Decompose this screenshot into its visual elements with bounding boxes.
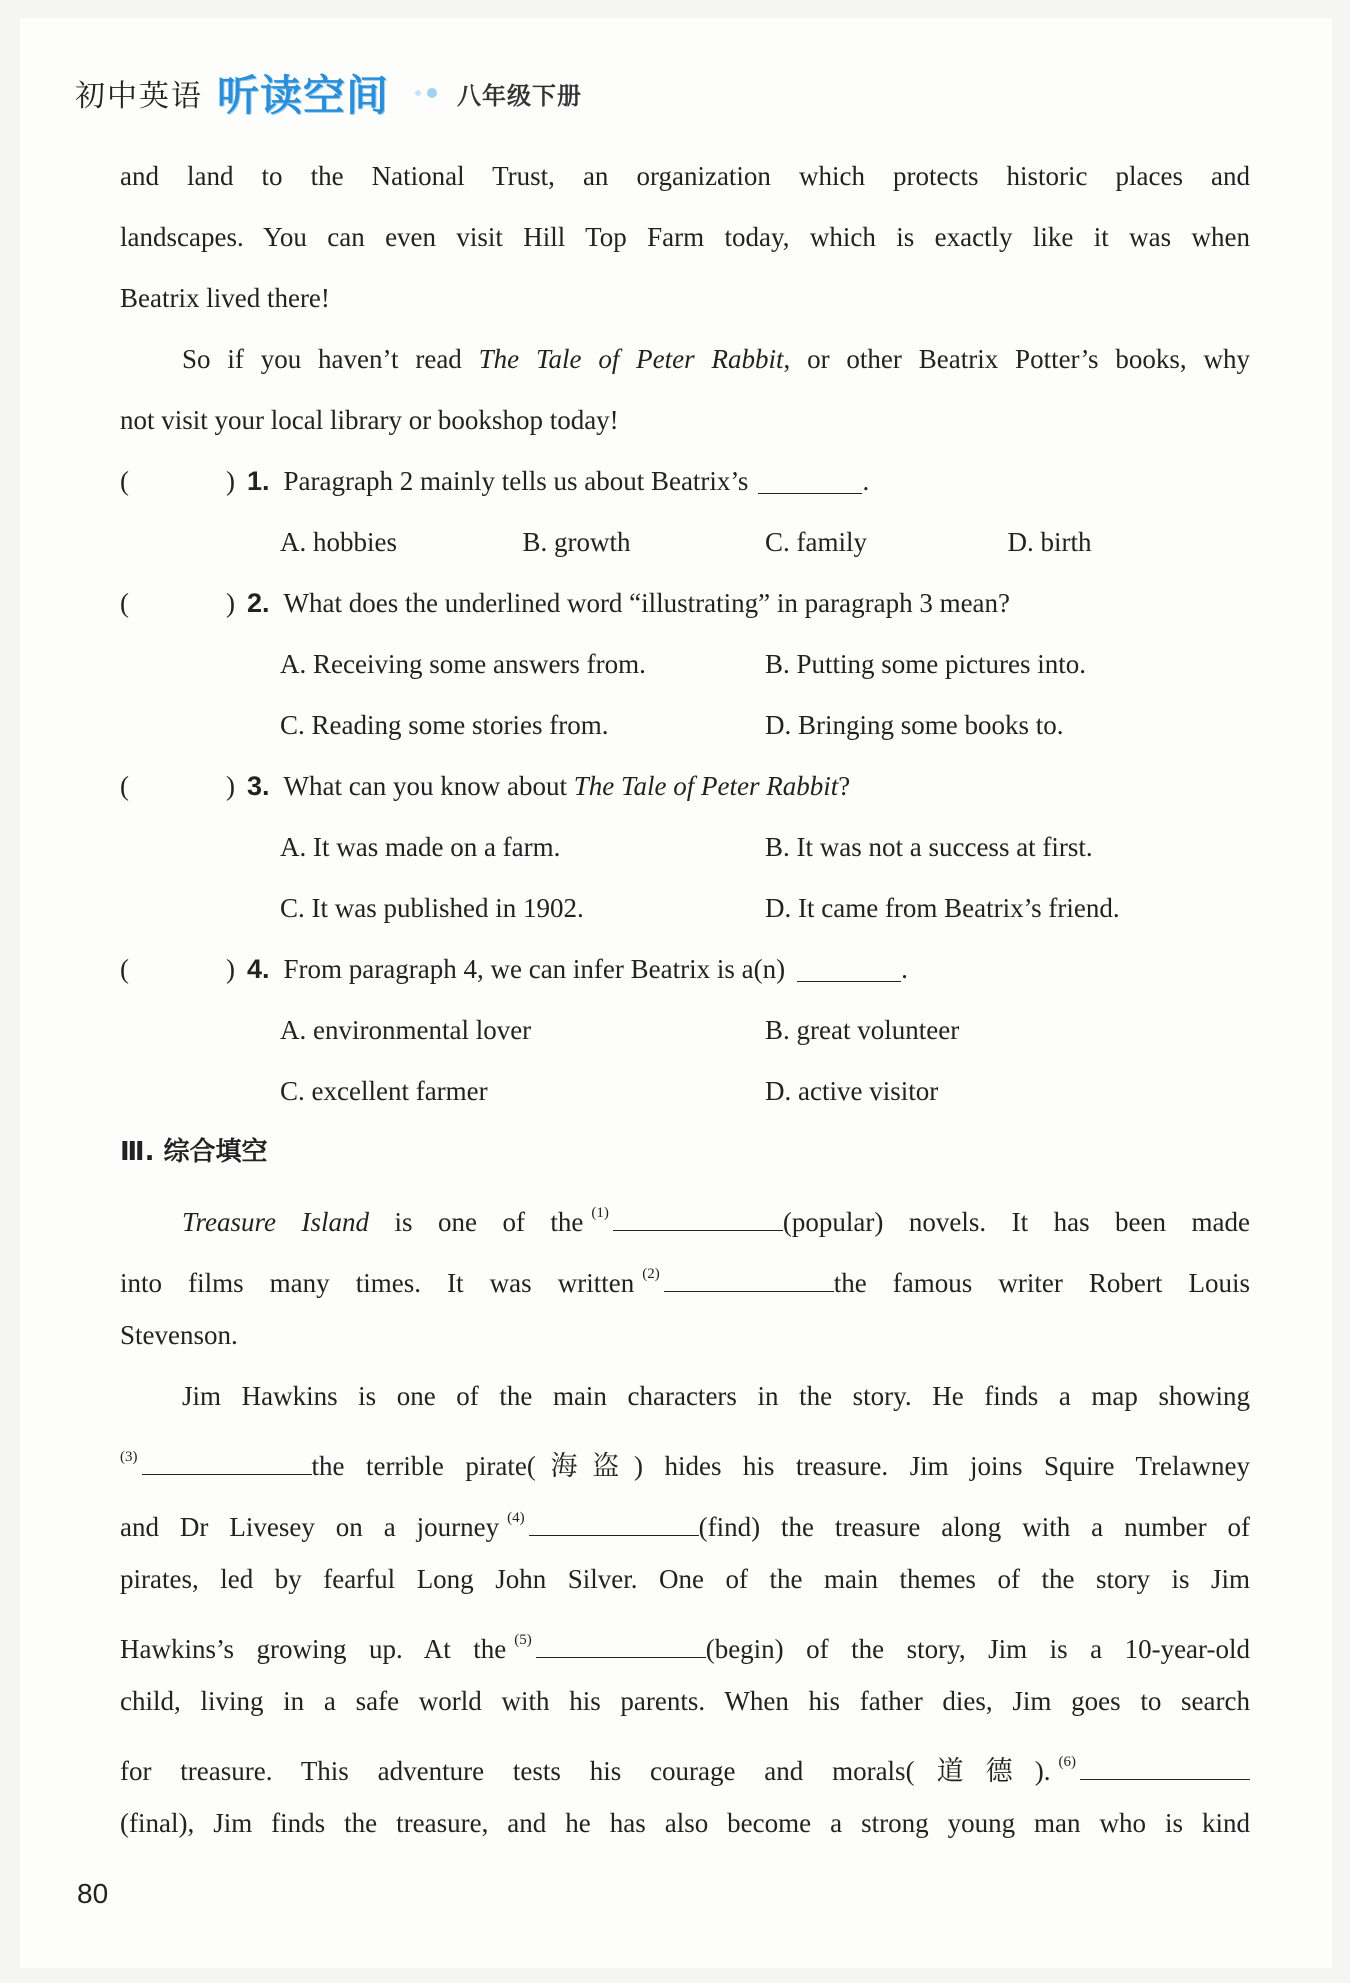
brand-logo: 听读空间 <box>217 71 390 120</box>
cloze-line: into films many times. It was written $^{(2)}$ the famous writer Robert Louis <box>120 1266 1250 1298</box>
textbook-page <box>20 18 1332 1968</box>
cloze-line: Jim Hawkins is one of the main characters in the story. He finds a map showing <box>182 1381 1250 1411</box>
answer-bracket[interactable]: ( ) <box>120 771 235 801</box>
answer-blank[interactable] <box>797 957 901 982</box>
option[interactable]: C. family <box>765 527 867 557</box>
series-title: 初中英语 <box>75 79 203 114</box>
cloze-blank-3[interactable] <box>142 1450 312 1475</box>
option[interactable]: B. growth <box>522 527 631 557</box>
options-row <box>120 878 1250 939</box>
option[interactable]: C. excellent farmer <box>280 1076 488 1106</box>
cloze-line: $^{(3)}$ the terrible pirate(海盗) hides his treasure. Jim joins Squire Trelawney <box>120 1449 1250 1481</box>
options-row <box>120 1000 1250 1061</box>
option[interactable]: C. It was published in 1902. <box>280 893 584 923</box>
passage-line: not visit your local library or bookshop today! <box>120 405 619 435</box>
page-header <box>75 58 582 128</box>
options-row <box>120 817 1250 878</box>
question-stem: What can you know about The Tale of Peter Rabbit? <box>283 771 851 801</box>
answer-bracket[interactable]: ( ) <box>120 954 235 984</box>
passage-line: and land to the National Trust, an organization which protects historic places and <box>120 161 1250 191</box>
answer-blank[interactable] <box>758 469 862 494</box>
option[interactable]: D. Bringing some books to. <box>765 710 1064 740</box>
question-stem: Paragraph 2 mainly tells us about Beatrix’s <box>283 466 749 496</box>
page-number: 80 <box>77 1878 109 1909</box>
options-row <box>120 695 1250 756</box>
cloze-line: (final), Jim finds the treasure, and he has also become a strong young man who is kind <box>120 1808 1250 1838</box>
cloze-line: pirates, led by fearful Long John Silver. One of the main themes of the story is Jim <box>120 1564 1250 1594</box>
cloze-blank-5[interactable] <box>536 1633 706 1658</box>
options-row <box>120 1061 1250 1122</box>
page-content <box>120 146 1250 1854</box>
passage-line: landscapes. You can even visit Hill Top Farm today, which is exactly like it was when <box>120 222 1250 252</box>
cloze-line: Stevenson. <box>120 1320 238 1350</box>
option[interactable]: D. active visitor <box>765 1076 939 1106</box>
option[interactable]: A. environmental lover <box>280 1015 532 1045</box>
answer-bracket[interactable]: ( ) <box>120 466 235 496</box>
cloze-blank-2[interactable] <box>664 1267 834 1292</box>
decorative-dots <box>415 88 443 98</box>
option[interactable]: B. Putting some pictures into. <box>765 649 1086 679</box>
question-stem: What does the underlined word “illustrating” in paragraph 3 mean? <box>283 588 1011 618</box>
option[interactable]: B. great volunteer <box>765 1015 960 1045</box>
option[interactable]: D. birth <box>1007 527 1092 557</box>
cloze-blank-4[interactable] <box>529 1511 699 1536</box>
cloze-line: and Dr Livesey on a journey $^{(4)}$ (find) the treasure along with a number of <box>120 1510 1250 1542</box>
cloze-line: for treasure. This adventure tests his courage and morals(道德). $^{(6)}$ <box>120 1732 1250 1793</box>
cloze-line: Hawkins’s growing up. At the $^{(5)}$ (begin) of the story, Jim is a 10-year-old <box>120 1632 1250 1664</box>
answer-bracket[interactable]: ( ) <box>120 588 235 618</box>
question-3: ( ) 3. What can you know about The Tale of Peter Rabbit? <box>120 771 851 801</box>
option[interactable]: A. It was made on a farm. <box>280 832 561 862</box>
cloze-blank-1[interactable] <box>613 1206 783 1231</box>
question-4: ( ) 4. From paragraph 4, we can infer Beatrix is a(n) . <box>120 954 908 984</box>
options-row <box>120 634 1250 695</box>
question-stem: From paragraph 4, we can infer Beatrix is a(n) <box>283 954 786 984</box>
option[interactable]: C. Reading some stories from. <box>280 710 609 740</box>
passage-line: Beatrix lived there! <box>120 283 330 313</box>
section-title: Ⅲ. 综合填空 <box>120 1137 268 1167</box>
option[interactable]: D. It came from Beatrix’s friend. <box>765 893 1120 923</box>
grade-label: 八年级下册 <box>457 81 583 110</box>
passage-line: So if you haven’t read The Tale of Peter Rabbit, or other Beatrix Potter’s books, why <box>182 344 1250 374</box>
cloze-blank-6[interactable] <box>1080 1755 1250 1780</box>
option[interactable]: A. Receiving some answers from. <box>280 649 646 679</box>
cloze-line: Treasure Island is one of the $^{(1)}$ (popular) novels. It has been made <box>182 1205 1250 1237</box>
question-1: ( ) 1. Paragraph 2 mainly tells us about Beatrix’s . <box>120 466 870 496</box>
cloze-line: child, living in a safe world with his parents. When his father dies, Jim goes to search <box>120 1686 1250 1716</box>
option[interactable]: A. hobbies <box>280 527 397 557</box>
options-row <box>120 512 1250 573</box>
option[interactable]: B. It was not a success at first. <box>765 832 1093 862</box>
question-2: ( ) 2. What does the underlined word “illustrating” in paragraph 3 mean? <box>120 588 1011 618</box>
